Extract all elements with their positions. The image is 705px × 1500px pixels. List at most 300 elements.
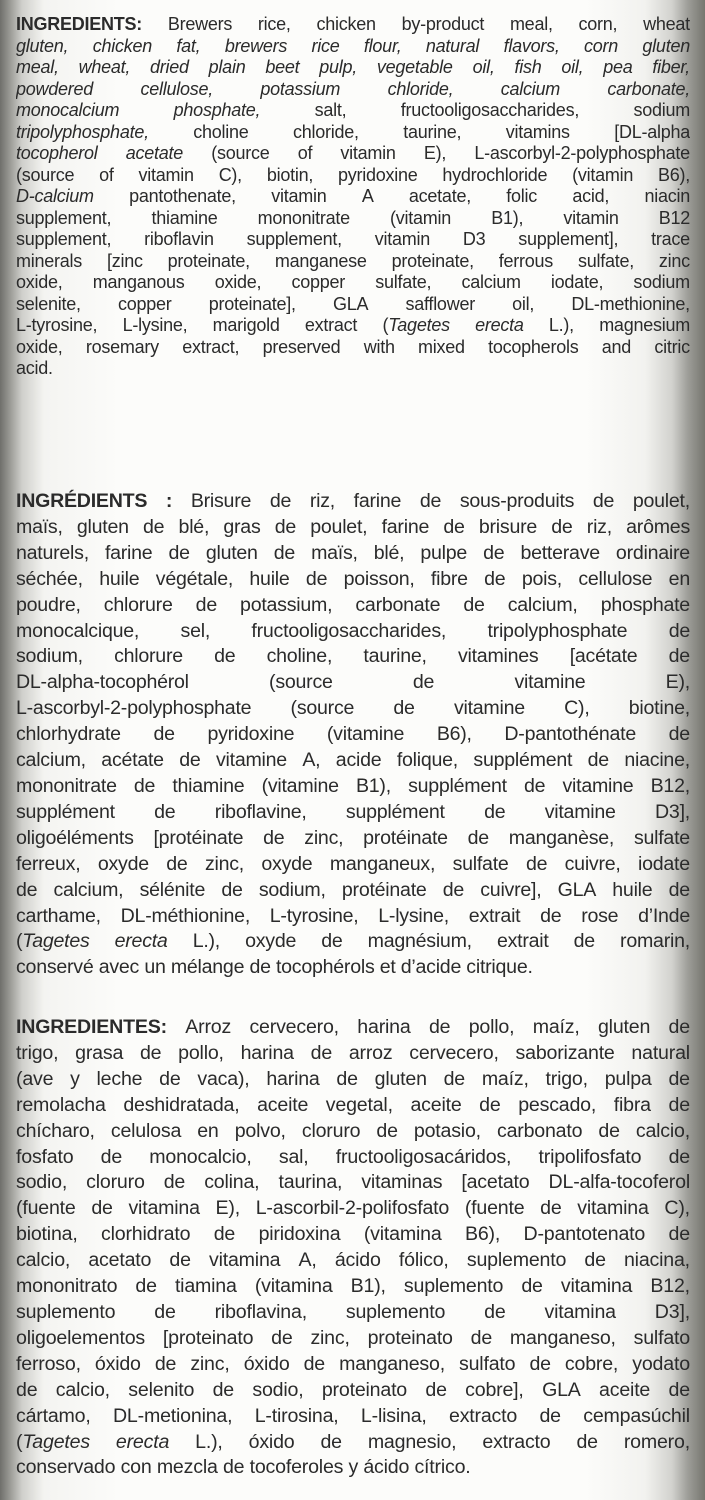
word: de bbox=[135, 1275, 157, 1298]
word: D3 bbox=[462, 229, 486, 249]
word: (vitamin bbox=[390, 207, 452, 228]
word: un bbox=[144, 956, 166, 979]
word: oligoelementos bbox=[16, 1326, 145, 1349]
word: zinc bbox=[658, 250, 690, 271]
word: GLA bbox=[557, 878, 597, 901]
word: sodium, bbox=[16, 645, 83, 668]
word: acid, bbox=[572, 186, 610, 206]
word: niacin bbox=[644, 186, 690, 206]
word: manganeux, bbox=[329, 852, 436, 875]
word: cempasúchil bbox=[583, 1404, 690, 1427]
word: Brewers bbox=[167, 14, 233, 34]
word: magnesium bbox=[599, 315, 690, 335]
word: folic bbox=[506, 186, 538, 206]
word: L-lisina, bbox=[360, 1404, 427, 1427]
word: harina bbox=[357, 1016, 411, 1038]
word: natural bbox=[425, 35, 480, 56]
word: pollo, bbox=[468, 1016, 515, 1038]
word: taurina, bbox=[278, 1171, 343, 1194]
word: vitamina bbox=[128, 1197, 200, 1220]
word: L.), bbox=[192, 930, 220, 953]
word: vitamin bbox=[374, 229, 431, 249]
word: calcium, bbox=[507, 593, 578, 616]
word: biotine, bbox=[628, 697, 690, 720]
word: L-ascorbil-2-polifosfato bbox=[255, 1197, 450, 1220]
word: phosphate, bbox=[173, 100, 261, 120]
word: maïs, bbox=[311, 541, 358, 564]
word: mélange bbox=[170, 956, 245, 979]
word: polvo, bbox=[234, 1119, 286, 1142]
word bbox=[16, 1015, 167, 1041]
ingredient-line bbox=[16, 186, 690, 208]
word: chloride, bbox=[293, 121, 359, 142]
ingredient-line bbox=[16, 358, 690, 380]
word: extract bbox=[304, 315, 358, 335]
word: vitamin bbox=[340, 143, 396, 163]
word: en bbox=[197, 1119, 219, 1142]
section-heading: INGRÉDIENTS bbox=[16, 490, 148, 512]
word: de bbox=[133, 774, 156, 797]
word: rice bbox=[311, 35, 340, 56]
word: tripolyphosphate bbox=[487, 619, 628, 642]
word: L-tirosina, bbox=[254, 1404, 339, 1427]
word: de bbox=[310, 1041, 333, 1064]
ingredient-line bbox=[16, 1041, 690, 1067]
ingredients-english-text bbox=[16, 14, 690, 380]
word: chloride, bbox=[387, 78, 454, 99]
word: meal, bbox=[509, 14, 553, 34]
word: huile bbox=[612, 878, 653, 901]
ingredient-line bbox=[16, 143, 690, 165]
word: végétale, bbox=[155, 567, 234, 590]
word: pyridoxine bbox=[207, 723, 295, 746]
ingredients-english bbox=[16, 14, 690, 380]
word: trigo, bbox=[545, 1067, 588, 1090]
word: (ave bbox=[16, 1067, 54, 1090]
word: vegetable bbox=[376, 57, 453, 77]
word: zinc, bbox=[204, 852, 244, 875]
ingredient-line bbox=[16, 1119, 690, 1145]
word: supplement, bbox=[16, 207, 112, 228]
word: sulfate bbox=[633, 826, 690, 849]
word: carbonato bbox=[496, 1119, 583, 1142]
word: cervecero, bbox=[249, 1016, 339, 1038]
word: de bbox=[154, 1352, 177, 1375]
word: GLA bbox=[333, 293, 369, 314]
word: [protéinate bbox=[153, 826, 244, 849]
word: mononitrate bbox=[257, 207, 350, 228]
word: oligoéléments bbox=[16, 826, 134, 849]
word: acétate bbox=[101, 749, 164, 772]
word: de bbox=[584, 1249, 606, 1272]
word: C), bbox=[218, 164, 242, 185]
word: phosphate bbox=[600, 593, 690, 616]
word: safflower bbox=[405, 293, 475, 314]
word: [zinc bbox=[106, 250, 143, 271]
word: romero, bbox=[623, 1430, 690, 1453]
ingredient-line bbox=[16, 696, 690, 722]
word: gluten, bbox=[16, 35, 69, 56]
word: plain bbox=[208, 57, 246, 77]
word: de bbox=[212, 1378, 235, 1401]
word: tripolyphosphate, bbox=[16, 121, 149, 142]
word: suplemento bbox=[466, 1249, 567, 1272]
ingredient-line bbox=[16, 57, 690, 79]
word: pulpe bbox=[420, 541, 468, 564]
word: de bbox=[479, 1093, 501, 1116]
word: sodium bbox=[633, 100, 690, 120]
section-heading: INGREDIENTES: bbox=[16, 1016, 167, 1038]
word: de bbox=[305, 567, 328, 590]
word: citrique. bbox=[466, 956, 533, 979]
word: de bbox=[573, 930, 595, 953]
word: piridoxina bbox=[258, 1223, 341, 1246]
word: vitamine bbox=[544, 800, 616, 823]
word: C), bbox=[664, 1197, 690, 1220]
word: by-product bbox=[401, 14, 485, 34]
word: supplement, bbox=[246, 229, 342, 249]
word: zinc, bbox=[304, 826, 344, 849]
word: sous-produits bbox=[459, 490, 575, 512]
word: vaca), bbox=[197, 1067, 250, 1090]
word: saborizante bbox=[515, 1041, 615, 1064]
word: vitamines bbox=[457, 645, 539, 668]
word: selenito bbox=[128, 1378, 195, 1401]
word: calcium bbox=[461, 272, 521, 292]
word: huile bbox=[99, 567, 140, 590]
word: L-tyrosine, bbox=[269, 904, 359, 927]
word: pulp, bbox=[319, 57, 358, 77]
word: de bbox=[154, 1300, 176, 1323]
word: tiamina bbox=[174, 1275, 237, 1298]
word: extracto bbox=[449, 1404, 518, 1427]
word: chicken bbox=[92, 35, 152, 56]
word: thiamine bbox=[172, 774, 245, 797]
word: de bbox=[393, 697, 415, 720]
word: poulet, bbox=[310, 515, 368, 538]
word: zinc, bbox=[310, 1326, 350, 1349]
word: B1), bbox=[491, 207, 524, 228]
word: fólico, bbox=[398, 1249, 449, 1272]
word: citric bbox=[654, 336, 690, 357]
word: vitamins bbox=[505, 121, 570, 142]
word: natural bbox=[631, 1041, 690, 1064]
word: (source bbox=[290, 697, 355, 720]
word: aceite bbox=[410, 1093, 462, 1116]
word: arroz bbox=[348, 1041, 393, 1064]
word: sélénite bbox=[139, 878, 206, 901]
ingredient-line bbox=[16, 619, 690, 645]
word: pescado, bbox=[518, 1093, 597, 1116]
word: L-ascorbyl-2-polyphosphate bbox=[474, 143, 690, 163]
ingredient-line bbox=[16, 1326, 690, 1352]
word: proteinate], bbox=[208, 293, 296, 314]
word: (vitamin bbox=[572, 164, 634, 185]
word: grasa bbox=[75, 1041, 124, 1064]
word: brisure bbox=[478, 515, 538, 538]
word: vegetal, bbox=[325, 1093, 393, 1116]
word: acetato bbox=[88, 1249, 152, 1272]
word: en bbox=[668, 567, 690, 590]
word: de bbox=[540, 1197, 562, 1220]
word: beet bbox=[265, 57, 300, 77]
word: maíz, bbox=[532, 1016, 580, 1038]
word: selenite, bbox=[16, 293, 81, 314]
word: supplément bbox=[408, 774, 507, 797]
word: ferrous bbox=[498, 250, 554, 271]
word: de bbox=[143, 515, 165, 538]
word: vitaminas bbox=[361, 1171, 443, 1194]
word: A bbox=[361, 186, 374, 206]
ingredient-line bbox=[16, 100, 690, 122]
word: calcium, bbox=[16, 749, 86, 772]
word: vitamine bbox=[514, 671, 586, 694]
word: de bbox=[249, 956, 271, 979]
ingredient-line bbox=[16, 1170, 690, 1196]
section-heading: : bbox=[165, 490, 173, 512]
word: trace bbox=[651, 229, 690, 249]
word: B12 bbox=[658, 207, 690, 228]
word: fructooligosaccharides, bbox=[400, 100, 580, 120]
ingredient-line bbox=[16, 1248, 690, 1274]
word: of bbox=[297, 143, 313, 163]
word: proteinato bbox=[367, 1326, 453, 1349]
ingredient-line bbox=[16, 1145, 690, 1171]
word: de bbox=[169, 1249, 191, 1272]
word: ácido bbox=[363, 1456, 410, 1479]
word: oxyde bbox=[261, 852, 313, 875]
word: tocopherols bbox=[488, 336, 579, 357]
word: sel, bbox=[180, 619, 211, 642]
word: (vitamine bbox=[261, 774, 339, 797]
word: riboflavine, bbox=[214, 800, 307, 823]
word: chicken bbox=[316, 14, 376, 34]
word: wheat, bbox=[78, 57, 131, 77]
word: sulfato bbox=[459, 1352, 516, 1375]
word: choline, bbox=[266, 645, 333, 668]
ingredients-french-text bbox=[16, 489, 690, 981]
word: cítrico. bbox=[414, 1456, 471, 1479]
word: (Tagetes bbox=[382, 315, 450, 335]
word: DL-methionine, bbox=[571, 293, 690, 314]
word: de bbox=[668, 645, 690, 668]
word: potasio, bbox=[413, 1119, 481, 1142]
ingredient-line bbox=[16, 567, 690, 593]
word: oxyde bbox=[97, 852, 149, 875]
word: rosemary bbox=[85, 336, 159, 357]
ingredients-french bbox=[16, 489, 690, 981]
word: taurine, bbox=[363, 645, 427, 668]
word: mezcla bbox=[156, 1456, 218, 1479]
word: extrait bbox=[468, 904, 521, 927]
word: L.), bbox=[548, 315, 574, 335]
word: de bbox=[668, 1378, 690, 1401]
word: (Tagetes bbox=[16, 1430, 90, 1453]
word: avec bbox=[98, 956, 140, 979]
word: (source bbox=[211, 143, 270, 163]
word: de bbox=[273, 541, 296, 564]
word: tocoferoles bbox=[249, 1456, 344, 1479]
word: poudre, bbox=[16, 593, 81, 616]
word: sal, bbox=[278, 1145, 309, 1168]
word: conservado bbox=[16, 1456, 116, 1479]
word: ferroso, bbox=[16, 1352, 81, 1375]
word: d’acide bbox=[400, 956, 462, 979]
word: de bbox=[668, 619, 690, 642]
word: de bbox=[154, 800, 176, 823]
word: maíz, bbox=[481, 1067, 529, 1090]
ingredient-line bbox=[16, 515, 690, 541]
word: de bbox=[598, 1119, 620, 1142]
word: (vitamina bbox=[254, 1275, 333, 1298]
word: E), bbox=[665, 671, 690, 694]
word: blé, bbox=[178, 515, 210, 538]
word: (fuente bbox=[16, 1197, 76, 1220]
word: chlorhydrate bbox=[16, 723, 121, 746]
word: cellulose bbox=[578, 567, 653, 590]
word: sulfate, bbox=[375, 272, 432, 292]
word: supplément bbox=[473, 749, 573, 772]
ingredient-line bbox=[16, 722, 690, 748]
word: E), bbox=[215, 1197, 240, 1220]
word: de bbox=[320, 1430, 342, 1453]
word: vitamine bbox=[215, 749, 287, 772]
word: chlorure bbox=[103, 593, 173, 616]
word: pois, bbox=[521, 567, 562, 590]
word: cobre, bbox=[564, 1352, 619, 1375]
word: DL-alpha-tocophérol bbox=[16, 671, 189, 694]
word: de bbox=[271, 1326, 293, 1349]
word: biotin, bbox=[266, 164, 314, 185]
ingredient-line bbox=[16, 1378, 690, 1404]
word: de bbox=[179, 749, 201, 772]
word: leche bbox=[96, 1067, 143, 1090]
word: de bbox=[668, 1093, 690, 1116]
word: supplément bbox=[16, 800, 115, 823]
ingredient-line bbox=[16, 315, 690, 337]
word: oil, bbox=[561, 57, 584, 77]
word: (source bbox=[16, 164, 75, 185]
word bbox=[166, 489, 172, 515]
ingredient-line bbox=[16, 748, 690, 774]
word: acide bbox=[335, 749, 382, 772]
word: iodate bbox=[637, 852, 690, 875]
word: gluten bbox=[76, 515, 129, 538]
ingredient-line bbox=[16, 1300, 690, 1326]
word: sodium bbox=[633, 272, 690, 292]
word bbox=[16, 489, 147, 515]
word: de bbox=[166, 852, 188, 875]
word: brewers bbox=[224, 35, 288, 56]
word: de bbox=[419, 490, 442, 512]
word: blé, bbox=[373, 541, 405, 564]
word: vitamin bbox=[271, 186, 327, 206]
word: (fuente bbox=[464, 1197, 525, 1220]
word: de bbox=[668, 723, 690, 746]
word: oxyde bbox=[245, 930, 297, 953]
word: B6), bbox=[436, 723, 472, 746]
word: tocophérols bbox=[275, 956, 375, 979]
word: suplemento bbox=[403, 1275, 504, 1298]
word: vitamin bbox=[563, 207, 619, 228]
ingredient-line bbox=[16, 852, 690, 878]
ingredient-line bbox=[16, 644, 690, 670]
word: remolacha bbox=[16, 1093, 106, 1116]
word: A, bbox=[302, 749, 321, 772]
word: de bbox=[576, 1430, 598, 1453]
word: of bbox=[99, 164, 114, 185]
word: de bbox=[269, 490, 292, 512]
ingredient-line bbox=[16, 1352, 690, 1378]
ingredient-line bbox=[16, 1093, 690, 1119]
word: gluten bbox=[374, 1067, 427, 1090]
word: de bbox=[16, 878, 38, 901]
word: calcium bbox=[500, 78, 561, 99]
word: corn, bbox=[578, 14, 618, 34]
word: sodio, bbox=[16, 1171, 68, 1194]
word: corn bbox=[584, 35, 619, 56]
word: pollo, bbox=[178, 1041, 224, 1064]
word: copper bbox=[118, 293, 172, 314]
word: manganèse, bbox=[508, 826, 615, 849]
word: de bbox=[425, 1378, 447, 1401]
word: aceite bbox=[599, 1378, 651, 1401]
word: manganous bbox=[92, 272, 185, 292]
word: sodium, bbox=[258, 878, 326, 901]
word: de bbox=[376, 1119, 398, 1142]
word: riz, bbox=[309, 490, 335, 512]
word: clorhidrato bbox=[101, 1223, 191, 1246]
word: potassium bbox=[260, 78, 341, 99]
word: gluten bbox=[205, 541, 258, 564]
word: riboflavin bbox=[144, 229, 214, 249]
word: flavors, bbox=[503, 35, 560, 56]
word: proteinato bbox=[321, 1378, 408, 1401]
ingredient-line bbox=[16, 337, 690, 359]
word: tripolifosfato bbox=[538, 1145, 642, 1168]
word: niacine, bbox=[624, 749, 690, 772]
word: de bbox=[214, 645, 236, 668]
ingredient-line bbox=[16, 826, 690, 852]
word: protéinate bbox=[363, 826, 448, 849]
word: [proteinato bbox=[162, 1326, 254, 1349]
word: cervecero, bbox=[409, 1041, 499, 1064]
word: de bbox=[668, 1223, 690, 1246]
word: de bbox=[551, 515, 573, 538]
word: conservé bbox=[16, 956, 94, 979]
word: óxido bbox=[94, 1352, 141, 1375]
word: de bbox=[428, 1016, 451, 1038]
word: vitamina bbox=[544, 1300, 616, 1323]
word: oxide, bbox=[16, 272, 63, 292]
word: Brisure bbox=[190, 490, 252, 512]
word: flour, bbox=[363, 35, 402, 56]
word: B6), bbox=[657, 164, 690, 185]
word: fat, bbox=[176, 35, 201, 56]
word: vitamine bbox=[562, 774, 634, 797]
word: salt, bbox=[314, 100, 347, 120]
word: pyridoxine bbox=[337, 164, 418, 185]
ingredient-line bbox=[16, 800, 690, 826]
word: de bbox=[484, 567, 506, 590]
word: de bbox=[159, 1067, 181, 1090]
word: sodio, bbox=[252, 1378, 304, 1401]
word: de bbox=[274, 515, 297, 538]
word: (Tagetes bbox=[16, 930, 90, 953]
word: de bbox=[412, 671, 435, 694]
word: betterave bbox=[520, 541, 600, 564]
word: marigold bbox=[212, 315, 280, 335]
